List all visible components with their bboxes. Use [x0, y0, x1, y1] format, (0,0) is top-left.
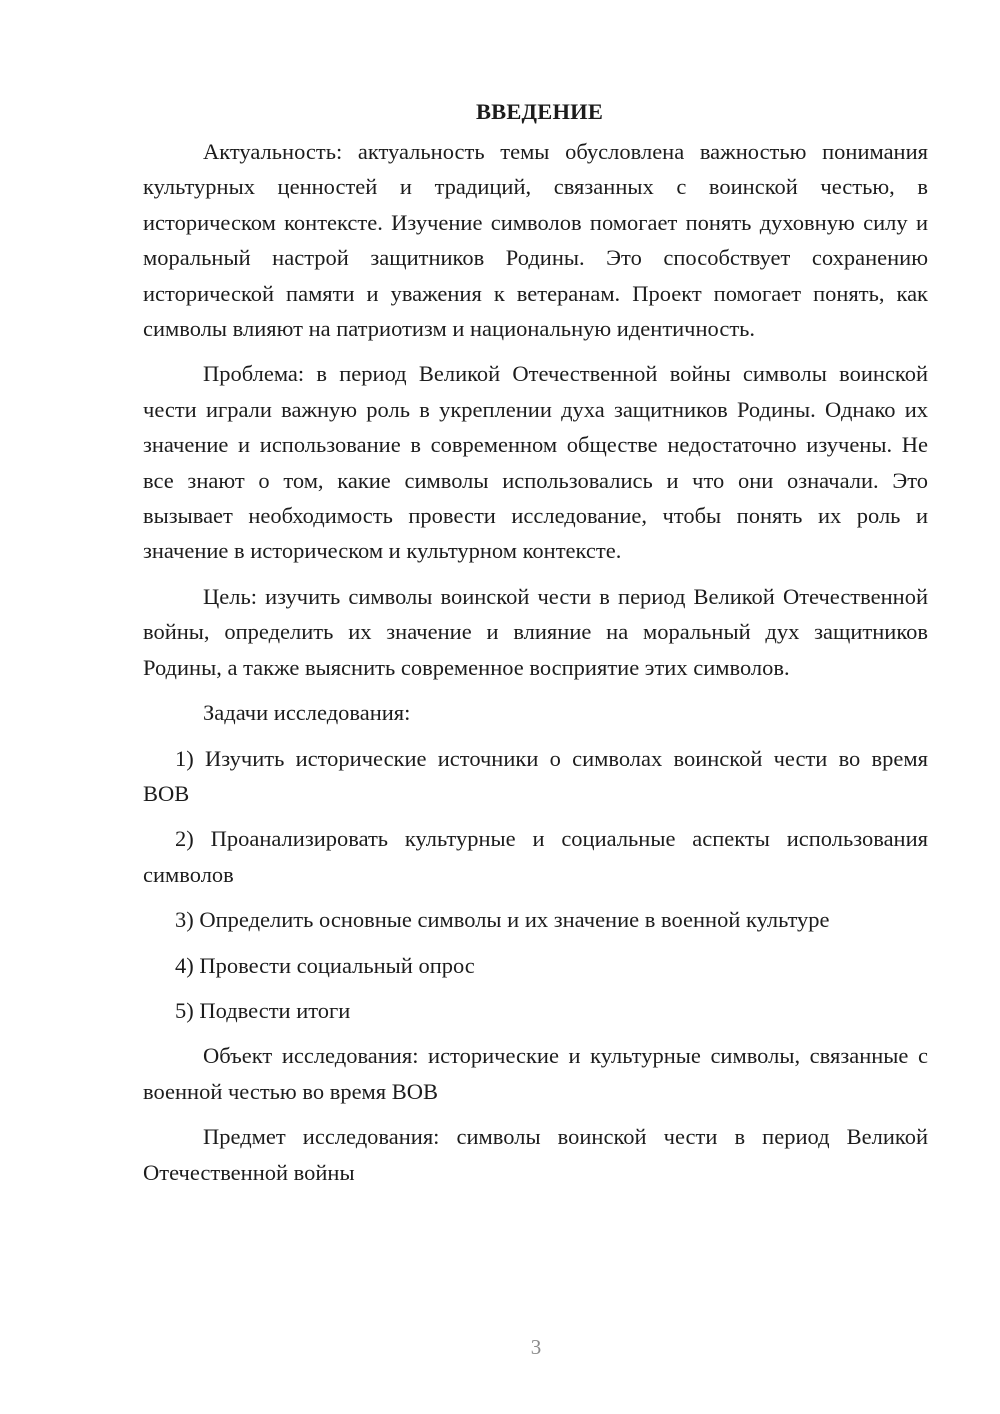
- object-paragraph: Объект исследования: исторические и культурные символы, связанные с военной честью во время ВОВ: [143, 1043, 928, 1104]
- subject-paragraph: Предмет исследования: символы воинской чести в период Великой Отечественной войны: [143, 1124, 928, 1185]
- task-item: 1) Изучить исторические источники о символах воинской чести во время ВОВ: [143, 745, 928, 806]
- task-item: 2) Проанализировать культурные и социальные аспекты использования символов: [143, 826, 928, 887]
- task-item: 4) Провести социальный опрос: [175, 952, 475, 978]
- relevance-paragraph: Актуальность: актуальность темы обусловлена важностью понимания культурных ценностей и традиций, связанных с воинской честью, в историческом контексте. Изучение символов помогает понять духовную силу и моральный настрой защитников Родины. Это способствует сохранению исторической памяти и уважения к ветеранам. Проект помогает понять, как символы влияют на патриотизм и национальную идентичность.: [143, 139, 928, 342]
- page-number: 3: [530, 1335, 542, 1359]
- section-heading: ВВЕДЕНИЕ: [475, 99, 604, 124]
- page-content: [143, 96, 928, 1200]
- task-item: 5) Подвести итоги: [175, 997, 351, 1023]
- tasks-heading: Задачи исследования:: [203, 700, 411, 726]
- problem-paragraph: Проблема: в период Великой Отечественной войны символы воинской чести играли важную роль в укреплении духа защитников Родины. Однако их значение и использование в современном обществе недостаточно изучены. Не все знают о том, какие символы использовались и что они означали. Это вызывает необходимость провести исследование, чтобы понять их роль и значение в историческом и культурном контексте.: [143, 361, 928, 564]
- goal-paragraph: Цель: изучить символы воинской чести в период Великой Отечественной войны, определить их значение и влияние на моральный дух защитников Родины, а также выяснить современное восприятие этих символов.: [143, 583, 928, 680]
- task-item: 3) Определить основные символы и их значение в военной культуре: [175, 907, 830, 933]
